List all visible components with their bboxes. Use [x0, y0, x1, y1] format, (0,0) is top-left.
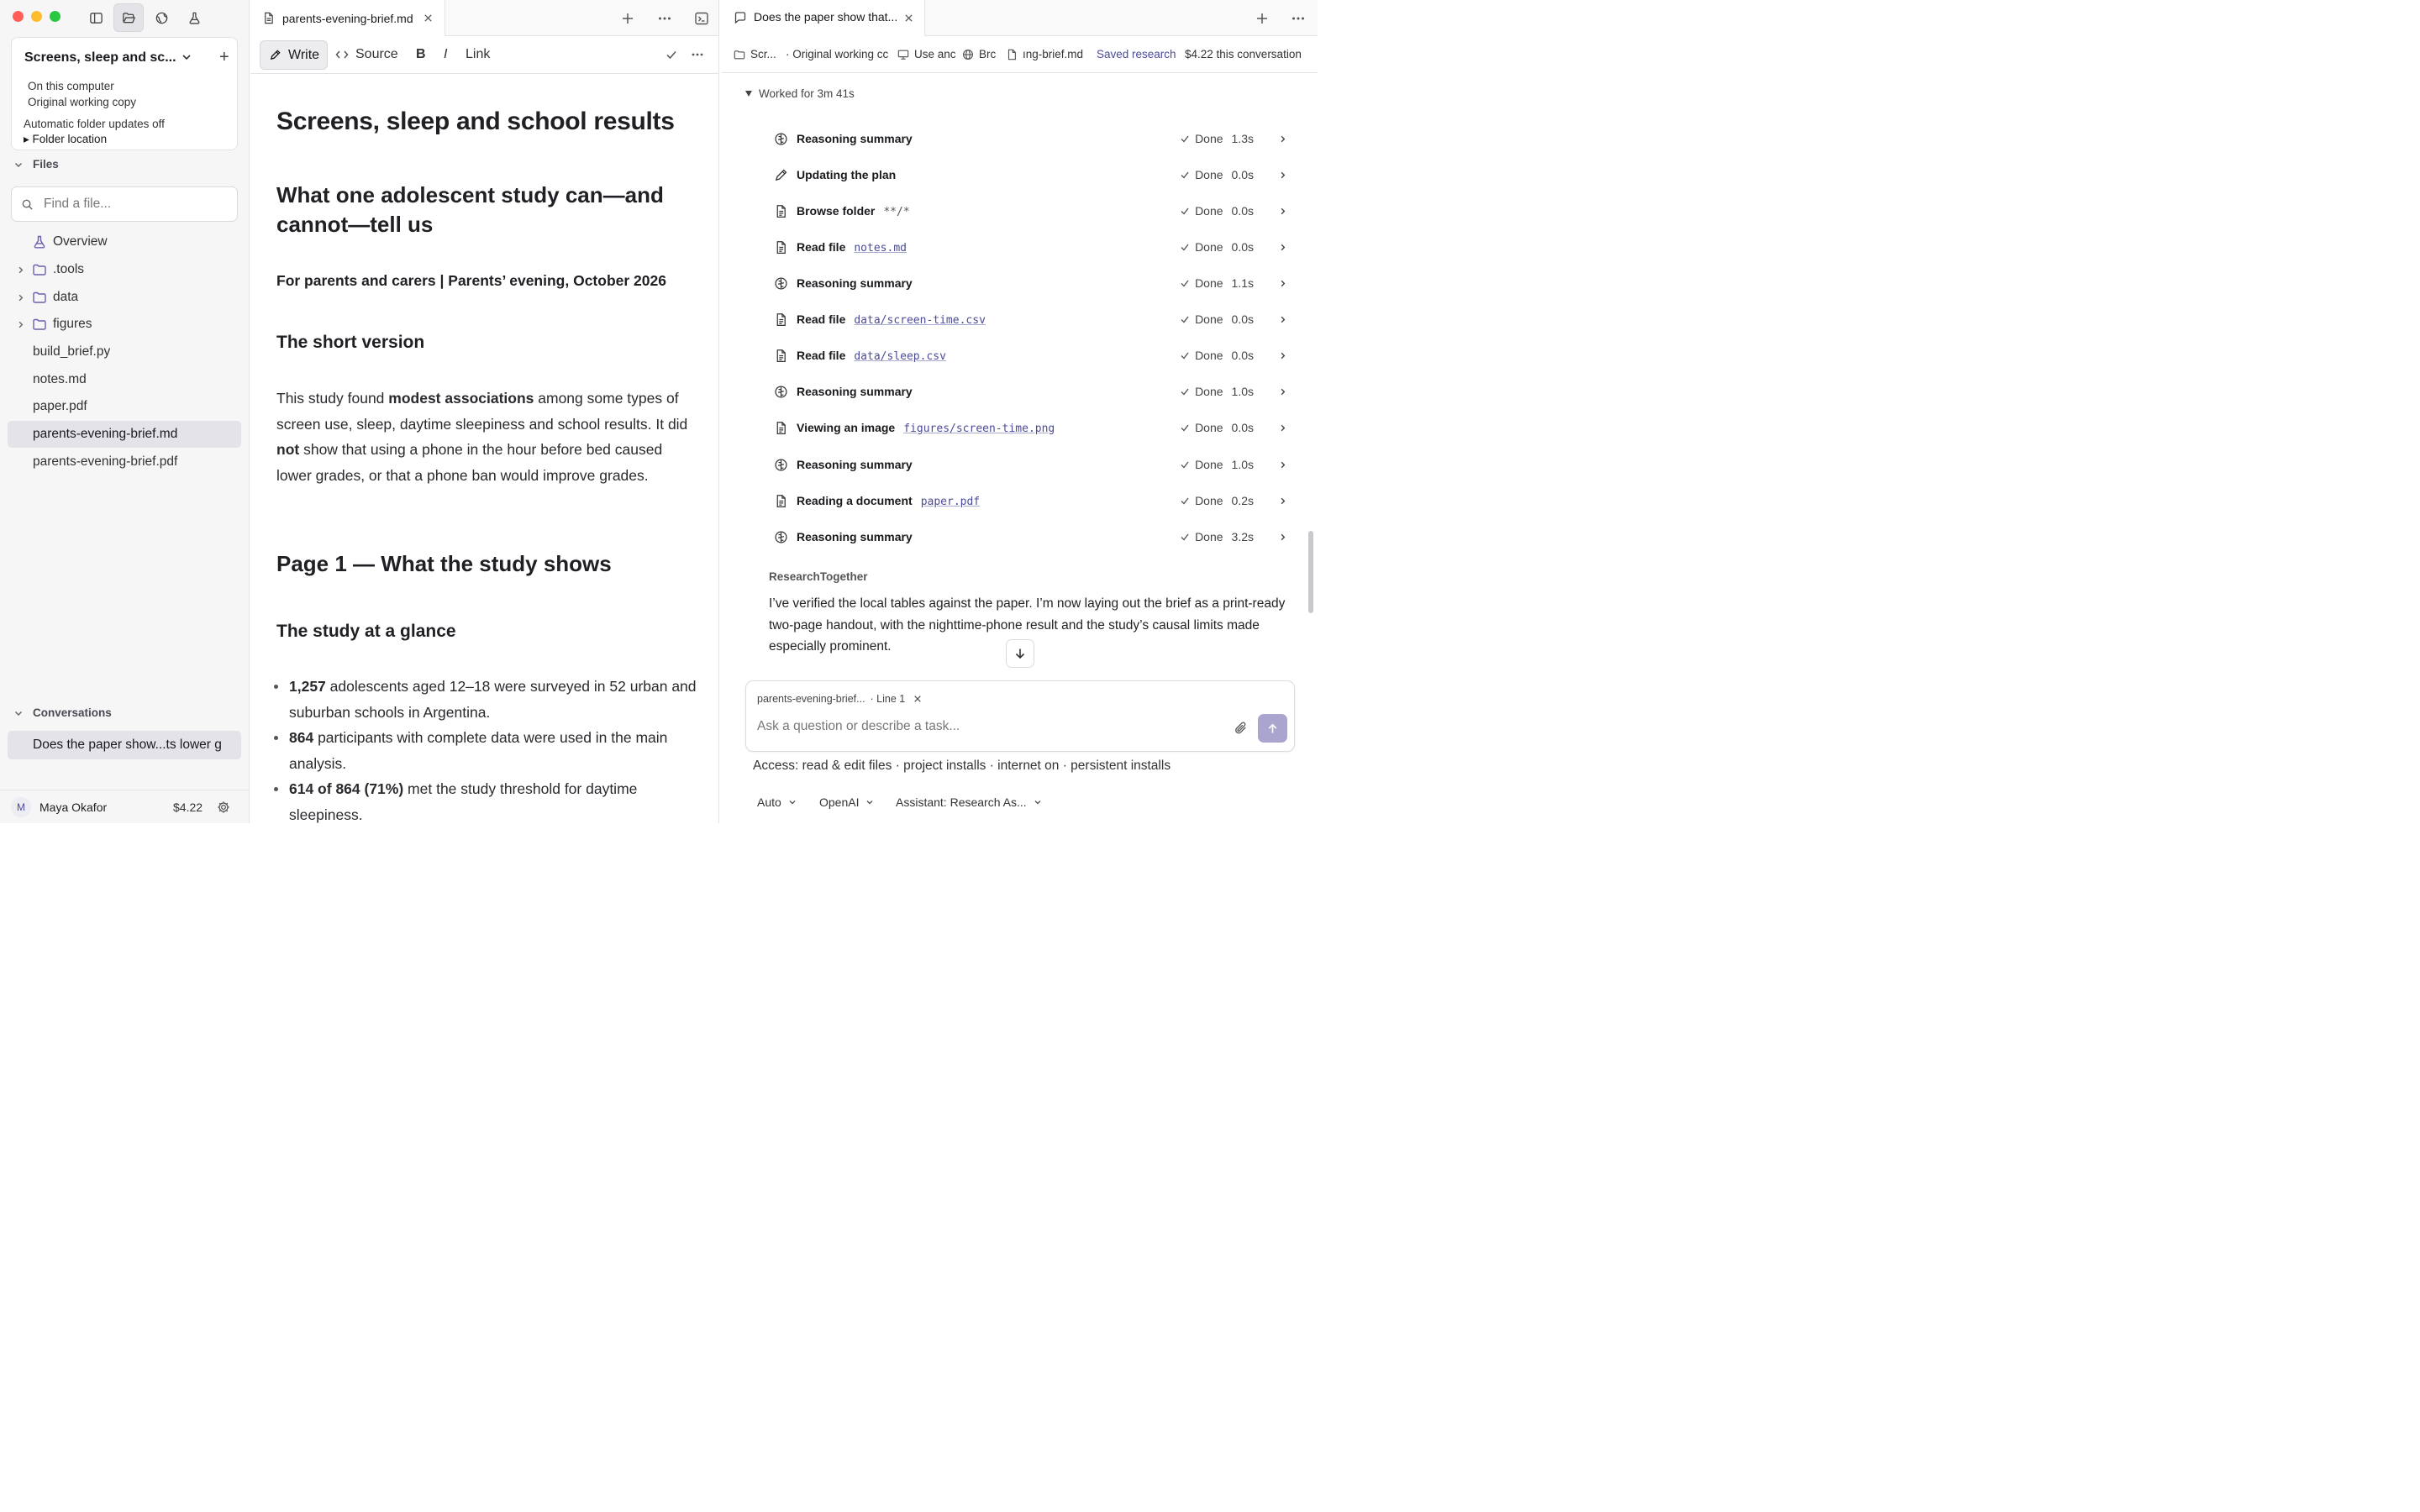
conversation-tab-label: Does the paper show that...: [754, 10, 898, 24]
tool-step-label: [797, 530, 913, 543]
chevron-down-icon: [788, 798, 797, 806]
tool-step-status-label: Done: [1195, 458, 1223, 471]
check-icon: [1180, 170, 1190, 180]
chevron-down-icon: [13, 160, 24, 170]
chevron-right-icon[interactable]: [1278, 279, 1287, 288]
conversations-section-header[interactable]: [13, 706, 112, 719]
more-icon[interactable]: [1291, 11, 1306, 26]
gear-icon[interactable]: [216, 800, 231, 815]
folder-icon: [32, 290, 47, 305]
tool-step-status-label: Done: [1195, 494, 1223, 507]
tool-step-status: [1180, 204, 1254, 218]
globe-view-button[interactable]: [146, 3, 176, 32]
check-icon: [1180, 278, 1190, 288]
text-run: participants with complete data were used in the main analysis.: [289, 729, 668, 772]
doc-subtitle: For parents and carers | Parents’ evening, October 2026: [276, 272, 666, 289]
tool-step-status: [1180, 494, 1254, 507]
tool-step-label: [797, 132, 913, 145]
file-search-input[interactable]: [44, 197, 229, 212]
project-card: [11, 37, 238, 150]
add-project-button[interactable]: +: [219, 48, 229, 66]
close-icon[interactable]: [904, 13, 913, 23]
tool-step-argument[interactable]: data/sleep.csv: [854, 349, 946, 363]
check-icon: [1180, 386, 1190, 396]
composer: [745, 680, 1295, 752]
tool-step-status-label: Done: [1195, 204, 1223, 218]
tool-step[interactable]: [774, 200, 1292, 222]
tool-step-duration: 0.0s: [1231, 312, 1254, 326]
chip-file-label: parents-evening-brief...: [757, 693, 865, 705]
tool-step-duration: 0.0s: [1231, 349, 1254, 362]
tool-step-status-label: Done: [1195, 132, 1223, 145]
editor-tab[interactable]: [250, 0, 445, 36]
document-icon: [1006, 49, 1018, 60]
chevron-right-icon[interactable]: [1278, 171, 1287, 180]
chevron-right-icon[interactable]: [1278, 351, 1287, 360]
tool-step-label: [797, 385, 913, 398]
chevron-right-icon[interactable]: [1278, 243, 1287, 252]
doc-heading: What one adolescent study can—and cannot—tell us: [276, 182, 664, 237]
user-bar: [0, 790, 250, 823]
tool-step[interactable]: [774, 454, 1292, 475]
paperclip-icon[interactable]: [1234, 721, 1248, 735]
toggle-sidebar-button[interactable]: [81, 3, 111, 32]
chevron-right-icon[interactable]: [16, 265, 25, 275]
chip-line-label: · Line 1: [870, 693, 906, 705]
tool-step-status: [1180, 349, 1254, 362]
tool-step-label: [797, 494, 980, 508]
file-tree-item-paper[interactable]: [8, 393, 241, 420]
sidebar-icon: [89, 11, 103, 25]
file-tree-label: paper.pdf: [33, 399, 87, 413]
folder-icon: [734, 49, 745, 60]
tool-step-status-label: Done: [1195, 530, 1223, 543]
write-mode-button[interactable]: [260, 40, 328, 70]
assistant-message: I’ve verified the local tables against the paper. I’m now laying out the brief as a print-ready two-page handout, with the nighttime-phone result and the study’s causal limits made especially prominent.: [769, 596, 1286, 654]
tool-step-status: [1180, 530, 1254, 543]
arrow-up-icon: [1266, 722, 1279, 735]
folder-location-toggle[interactable]: ▸ Folder location: [24, 133, 108, 145]
tool-step-name: Reasoning summary: [797, 276, 913, 290]
context-copy: [786, 48, 892, 60]
tool-step-name: Reasoning summary: [797, 530, 913, 543]
arrow-down-icon: [1013, 647, 1027, 660]
tool-step-status-label: Done: [1195, 312, 1223, 326]
tool-step-name: Read file: [797, 239, 846, 254]
more-icon[interactable]: [691, 48, 704, 61]
project-location: On this computer: [28, 80, 114, 92]
file-tree-item-data[interactable]: [8, 284, 241, 311]
file-tree-label: Overview: [53, 234, 108, 249]
file-tree-item-notes[interactable]: [8, 366, 241, 393]
brain-icon: [774, 458, 788, 472]
chevron-right-icon[interactable]: [1278, 533, 1287, 542]
mode-label: Auto: [757, 795, 781, 809]
file-tree-item-figures[interactable]: [8, 311, 241, 338]
sidebar: [0, 0, 250, 823]
tool-step-name: Reasoning summary: [797, 385, 913, 398]
tool-step-duration: 1.1s: [1231, 276, 1254, 290]
chevron-right-icon[interactable]: [1278, 134, 1287, 144]
flask-icon: [32, 234, 47, 249]
tool-step-name: Reasoning summary: [797, 458, 913, 471]
saved-research-label: Saved research: [1097, 48, 1176, 60]
conversation-item[interactable]: Does the paper show...ts lower g: [8, 731, 241, 759]
doc-bullet-list: [276, 674, 697, 823]
tool-step-status-label: Done: [1195, 349, 1223, 362]
editor-tab-label: parents-evening-brief.md: [282, 11, 413, 25]
chevron-right-icon[interactable]: [1278, 496, 1287, 506]
app-window: [0, 0, 1318, 823]
tool-step-status-label: Done: [1195, 385, 1223, 398]
tool-step-name: Updating the plan: [797, 168, 897, 181]
file-tree-item-overview[interactable]: [8, 228, 241, 255]
check-icon: [1180, 134, 1190, 144]
bold-run: not: [276, 441, 300, 458]
doc-page-heading: Page 1 — What the study shows: [276, 551, 612, 576]
assistant-label: Assistant: Research As...: [896, 795, 1027, 809]
pencil-icon: [269, 49, 281, 61]
check-icon: [1180, 206, 1190, 216]
tool-step-status: [1180, 132, 1254, 145]
document-icon: [774, 240, 788, 255]
tool-step-name: Viewing an image: [797, 420, 896, 434]
bold-run: modest associations: [388, 390, 534, 407]
access-summary: Access: read & edit files · project installs · internet on · persistent installs: [753, 759, 1171, 773]
close-icon[interactable]: [913, 695, 922, 703]
tool-step-status: [1180, 421, 1254, 434]
tool-step-status-label: Done: [1195, 276, 1223, 290]
tool-step-status: [1180, 458, 1254, 471]
tool-step-duration: 1.0s: [1231, 458, 1254, 471]
context-browse[interactable]: [962, 48, 1002, 60]
context-use[interactable]: [897, 48, 958, 60]
tool-step-status-label: Done: [1195, 421, 1223, 434]
italic-button[interactable]: I: [444, 47, 448, 61]
tool-step-duration: 0.2s: [1231, 494, 1254, 507]
tool-step[interactable]: [774, 344, 1292, 366]
project-title[interactable]: Screens, sleep and sc...: [24, 50, 176, 65]
context-bar: [722, 36, 1318, 73]
tool-step[interactable]: [774, 308, 1292, 330]
doc-title: Screens, sleep and school results: [276, 108, 675, 135]
tool-step-argument[interactable]: notes.md: [854, 241, 907, 255]
plus-icon[interactable]: [1255, 11, 1270, 26]
send-button[interactable]: [1258, 714, 1287, 743]
tool-step-name: Reasoning summary: [797, 132, 913, 145]
context-copy-label: · Original working cc: [786, 48, 889, 60]
bold-button[interactable]: B: [416, 47, 426, 61]
message-input[interactable]: [757, 719, 1211, 734]
flask-icon: [187, 11, 202, 25]
context-file[interactable]: [1006, 48, 1093, 60]
context-folder-label: Scr...: [750, 48, 776, 60]
chevron-down-icon: [13, 708, 24, 718]
provider-select[interactable]: [819, 795, 874, 809]
assistant-tab-bar: [722, 0, 1318, 36]
check-icon: [1180, 242, 1190, 252]
doc-section-heading: The study at a glance: [276, 622, 456, 641]
tool-step-name: Read file: [797, 348, 846, 362]
source-mode-button[interactable]: Source: [355, 47, 398, 61]
sidebar-top-toolbar: [81, 3, 212, 32]
check-icon: [1180, 350, 1190, 360]
triangle-down-icon: [745, 91, 752, 97]
file-tree-label: parents-evening-brief.md: [33, 427, 178, 441]
tool-step-label: [797, 421, 1055, 435]
tool-step-label: [797, 312, 986, 327]
globe-icon: [155, 11, 169, 25]
close-window-button[interactable]: [13, 11, 24, 22]
chevron-down-icon: [1034, 798, 1042, 806]
tool-step-label: [797, 349, 946, 363]
file-tree-label: notes.md: [33, 372, 87, 386]
file-tree-item-brief-pdf[interactable]: [8, 449, 241, 475]
more-icon[interactable]: [657, 11, 672, 26]
assistant-pane: [722, 0, 1318, 823]
tool-step-status-label: Done: [1195, 168, 1223, 181]
tool-step[interactable]: [774, 236, 1292, 258]
tool-step-duration: 0.0s: [1231, 168, 1254, 181]
lab-view-button[interactable]: [179, 3, 209, 32]
message-author: ResearchTogether: [769, 570, 868, 583]
brain-icon: [774, 385, 788, 399]
doc-paragraph: [276, 386, 692, 488]
chevron-right-icon[interactable]: [1278, 387, 1287, 396]
text-run: among some types of screen use, sleep, daytime sleepiness and school results. It did: [276, 390, 688, 433]
check-icon: [1180, 532, 1190, 542]
link-button[interactable]: Link: [466, 47, 491, 61]
file-tree-label: .tools: [53, 262, 85, 276]
tool-step-status: [1180, 312, 1254, 326]
tool-step-name: Browse folder: [797, 203, 876, 218]
terminal-icon[interactable]: [694, 11, 709, 26]
project-copy: Original working copy: [28, 96, 137, 108]
context-file-label: ıng-brief.md: [1023, 48, 1084, 60]
worked-for-toggle[interactable]: [745, 87, 855, 100]
usage-cost: $4.22: [173, 800, 203, 814]
list-item: [276, 674, 697, 725]
provider-label: OpenAI: [819, 795, 860, 809]
document-icon: [774, 494, 788, 508]
write-mode-label: Write: [288, 47, 320, 62]
pencil-icon: [774, 168, 788, 182]
code-icon: [335, 48, 349, 61]
check-icon: [1180, 314, 1190, 324]
text-run: met the study threshold for daytime sleepiness.: [289, 780, 638, 823]
mode-select[interactable]: [757, 795, 797, 809]
window-controls: [13, 11, 60, 22]
tool-step[interactable]: [774, 417, 1292, 438]
maximize-window-button[interactable]: [50, 11, 60, 22]
worked-for-label: Worked for 3m 41s: [759, 87, 855, 100]
tool-step-label: [797, 168, 896, 181]
scrollbar-thumb[interactable]: [1308, 531, 1313, 613]
tool-step[interactable]: [774, 272, 1292, 294]
tool-step-status: [1180, 240, 1254, 254]
files-section-header[interactable]: [13, 158, 59, 171]
monitor-icon: [897, 49, 909, 60]
file-search: [11, 186, 238, 222]
conversations-section-label: Conversations: [33, 706, 112, 719]
files-view-button[interactable]: [113, 3, 144, 32]
tool-step-argument[interactable]: paper.pdf: [920, 495, 981, 508]
check-icon: [1180, 459, 1190, 470]
scroll-to-bottom-button[interactable]: [1006, 639, 1034, 668]
avatar[interactable]: M: [11, 797, 31, 817]
list-item: [276, 776, 697, 823]
chevron-right-icon[interactable]: [1278, 460, 1287, 470]
brain-icon: [774, 276, 788, 291]
folder-icon: [32, 317, 47, 332]
brain-icon: [774, 530, 788, 544]
assistant-select[interactable]: [896, 795, 1042, 809]
bold-run: 864: [289, 729, 314, 746]
file-tree-label: build_brief.py: [33, 344, 111, 359]
minimize-window-button[interactable]: [31, 11, 42, 22]
bold-run: 614 of 864 (71%): [289, 780, 404, 797]
search-icon: [21, 198, 34, 211]
tool-step-duration: 0.0s: [1231, 240, 1254, 254]
chevron-right-icon[interactable]: [16, 320, 25, 329]
tool-step-status-label: Done: [1195, 240, 1223, 254]
saved-research-link[interactable]: [1097, 48, 1176, 60]
check-icon[interactable]: [665, 48, 678, 61]
document-icon: [262, 12, 275, 24]
file-tree-label: figures: [53, 317, 92, 331]
file-tree-item-tools[interactable]: [8, 256, 241, 283]
chevron-down-icon: [865, 798, 874, 806]
tool-step-label: [797, 458, 913, 471]
tool-step-name: Read file: [797, 312, 846, 326]
chevron-right-icon[interactable]: [16, 293, 25, 302]
tool-step-status: [1180, 276, 1254, 290]
globe-icon: [962, 49, 974, 60]
text-run: adolescents aged 12–18 were surveyed in 52 urban and suburban schools in Argentina.: [289, 678, 697, 721]
chevron-down-icon[interactable]: [180, 50, 193, 64]
conversation-cost-label: $4.22 this conversation: [1185, 48, 1302, 60]
tool-step-status: [1180, 168, 1254, 181]
chevron-right-icon[interactable]: [1278, 315, 1287, 324]
context-chip[interactable]: [757, 693, 922, 705]
text-run: show that using a phone in the hour before bed caused lower grades, or that a phone ban would improve grades.: [276, 441, 663, 484]
plus-icon[interactable]: [620, 11, 635, 26]
user-name: Maya Okafor: [39, 800, 108, 814]
check-icon: [1180, 496, 1190, 506]
document-icon: [774, 312, 788, 327]
brain-icon: [774, 132, 788, 146]
editor-tab-bar: [250, 0, 719, 36]
tool-step-duration: 0.0s: [1231, 204, 1254, 218]
context-use-label: Use anc: [914, 48, 956, 60]
file-tree-item-brief-md[interactable]: [8, 421, 241, 448]
context-browse-label: Brc: [979, 48, 997, 60]
tool-step-duration: 0.0s: [1231, 421, 1254, 434]
tool-step[interactable]: [774, 526, 1292, 548]
folder-open-icon: [122, 11, 136, 25]
document-icon: [774, 349, 788, 363]
document-icon: [774, 421, 788, 435]
tool-step-duration: 1.0s: [1231, 385, 1254, 398]
tool-step-argument[interactable]: figures/screen-time.png: [903, 422, 1055, 435]
conversation-cost: [1185, 48, 1302, 60]
tool-step-label: [797, 276, 913, 290]
conversation-tab[interactable]: [722, 0, 925, 36]
file-tree-label: parents-evening-brief.pdf: [33, 454, 178, 469]
text-run: This study found: [276, 390, 389, 407]
tool-step-duration: 1.3s: [1231, 132, 1254, 145]
folder-icon: [32, 262, 47, 277]
bold-run: 1,257: [289, 678, 326, 695]
chevron-right-icon[interactable]: [1278, 423, 1287, 433]
tool-step-argument[interactable]: data/screen-time.csv: [854, 313, 986, 327]
doc-section-heading: The short version: [276, 333, 425, 352]
tool-step[interactable]: [774, 164, 1292, 186]
chat-icon: [734, 11, 747, 24]
tool-step[interactable]: [774, 381, 1292, 402]
tool-step-label: [797, 204, 910, 218]
check-icon: [1180, 423, 1190, 433]
tool-step-argument: **/*: [883, 205, 910, 218]
tool-step[interactable]: [774, 128, 1292, 150]
files-section-label: Files: [33, 158, 59, 171]
tool-step-label: [797, 240, 907, 255]
tool-step-duration: 3.2s: [1231, 530, 1254, 543]
editor-toolbar: [250, 36, 719, 74]
chevron-right-icon[interactable]: [1278, 207, 1287, 216]
tool-step[interactable]: [774, 490, 1292, 512]
file-tree-item-build-brief[interactable]: [8, 339, 241, 365]
tool-step-status: [1180, 385, 1254, 398]
list-item: [276, 725, 697, 776]
tool-step-name: Reading a document: [797, 493, 913, 507]
close-icon[interactable]: [424, 13, 433, 23]
auto-updates-status: Automatic folder updates off: [24, 118, 165, 130]
document-icon: [774, 204, 788, 218]
file-tree-label: data: [53, 290, 79, 304]
context-folder[interactable]: [734, 48, 786, 60]
editor-pane: [250, 0, 719, 823]
